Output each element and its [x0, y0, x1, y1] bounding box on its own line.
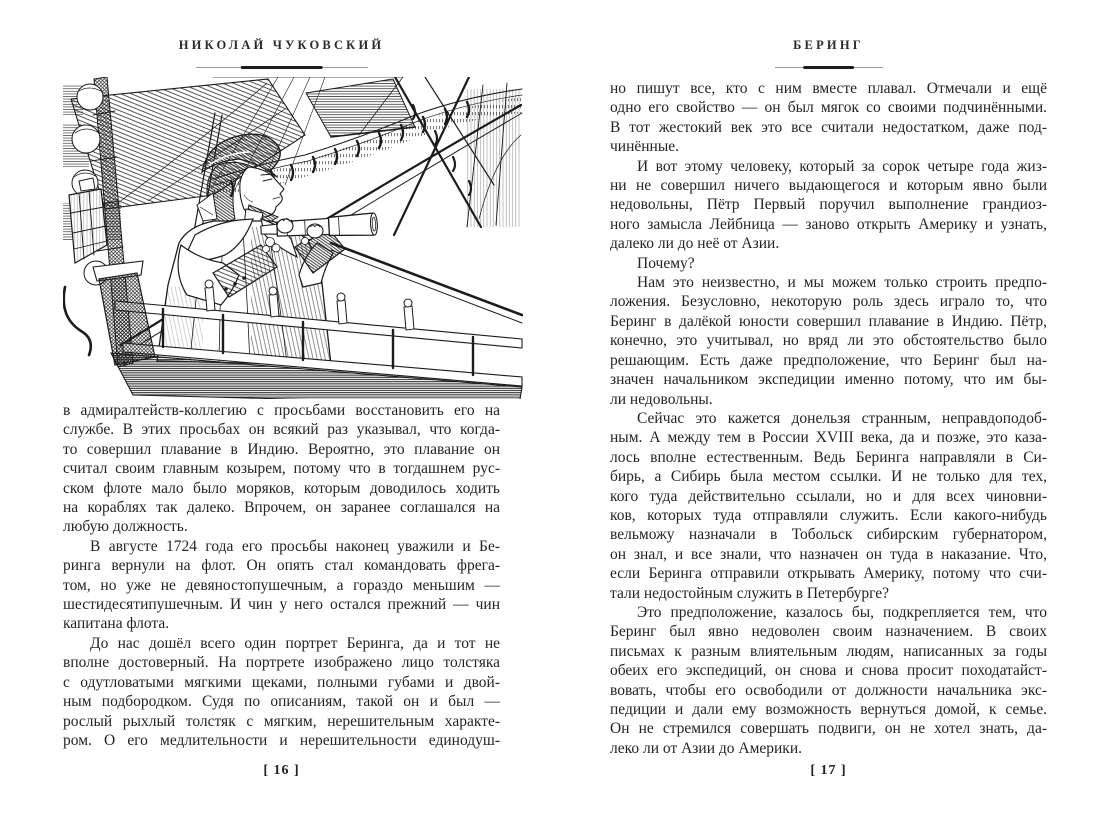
paragraph [610, 409, 1047, 603]
text-line: бирь, а Сибирь была местом ссылки. И не только для тех, [610, 468, 1047, 486]
text-line: Беринг в далёкой юности совершил плавание в Индию. Пётр, [610, 312, 1047, 330]
text-line: шестидесятипушечным. И чин у него остался прежний — чин [63, 596, 500, 614]
text-line: ринга вернули на флот. Он опять стал командовать фрега- [63, 557, 500, 575]
text-line: любую должность. [63, 518, 188, 536]
text-line: ском флоте мало было моряков, которым доводилось ходить [63, 479, 500, 497]
text-line: В тот жестокий век это все считали недостатком, даже под- [610, 118, 1047, 136]
text-line: ного замысла Лейбница — заново открыть Америку и узнать, [610, 215, 1047, 233]
text-line: письмах к разным влиятельным людям, написанных за годы [610, 642, 1047, 660]
text-line: В августе 1724 года его просьбы наконец уважили и Бе- [90, 537, 500, 555]
text-line: конечно, это учитывал, но вряд ли это обстоятельство было [610, 332, 1047, 350]
text-line: Почему? [637, 254, 695, 272]
page-number-left: [ 16 ] [263, 763, 300, 778]
text-line: вельможу назначали в Тобольск сибирским губернатором, [610, 526, 1047, 544]
paragraph [610, 273, 1047, 409]
ship-spyglass-engraving-illustration [63, 77, 523, 399]
text-line: недовольны, Пётр Первый поручил выполнение грандиоз- [610, 196, 1047, 214]
running-header-author: НИКОЛАЙ ЧУКОВСКИЙ [178, 38, 385, 52]
text-line: ром. О его медлительности и нерешительности единодуш- [63, 731, 500, 749]
paragraph [63, 537, 500, 634]
text-line: ным. А между тем в России XVIII века, да и позже, это каза- [610, 429, 1047, 447]
text-line: значен начальником экспедиции именно потому, что им бы- [610, 371, 1047, 389]
page-number-right: [ 17 ] [810, 763, 847, 778]
paragraph [610, 79, 1047, 157]
running-header-title: БЕРИНГ [793, 38, 864, 52]
text-line: И вот этому человеку, который за сорок четыре года жиз- [637, 157, 1047, 175]
text-line: капитана флота. [63, 615, 170, 633]
text-line: вполне достоверный. На портрете изображено лицо толстяка [63, 654, 500, 672]
text-line: обеих его экспедиций, он снова и снова просит походатайст- [610, 662, 1047, 680]
text-line: далеко ли до неё от Азии. [610, 235, 780, 253]
text-line: то совершил плавание в Индию. Вероятно, это плавание он [63, 440, 500, 458]
text-line: Это предположение, казалось бы, подкрепляется тем, что [637, 603, 1047, 621]
text-line: ни не совершил ничего выдающегося и которым явно были [610, 177, 1047, 195]
page-right [610, 0, 1047, 825]
text-line: но пишут все, кто с ним вместе плавал. Отмечали и ещё [610, 80, 1047, 97]
text-column-left [63, 401, 500, 750]
text-line: чинённые. [610, 138, 680, 156]
text-line: Сейчас это кажется донельзя странным, неправдоподоб- [637, 409, 1047, 427]
paragraph [610, 157, 1047, 254]
text-line: Нам это неизвестно, и мы можем только строить предпо- [637, 274, 1047, 292]
text-line: рослый рыхлый толстяк с мягким, нерешительным характе- [63, 712, 500, 730]
text-line: если Беринга отправили открывать Америку, потому что счи- [610, 565, 1047, 583]
header-divider [196, 66, 368, 69]
paragraph [63, 634, 500, 750]
text-line: вовать, чтобы его освободили от должности начальника экс- [610, 681, 1047, 699]
text-line: педиции и дали ему возможность вернуться домой, к семье. [610, 701, 1047, 718]
text-line: ков, которых туда отправляли служить. Если какого-нибудь [610, 506, 1047, 524]
paragraph [63, 401, 500, 537]
paragraph [610, 603, 1047, 758]
text-line: ли недовольны. [610, 390, 713, 408]
text-line: ложения. Безусловно, некоторую роль здесь играло то, что [610, 293, 1047, 311]
text-line: с одутловатыми мягкими щеками, полными губами и двой- [63, 673, 500, 691]
text-line: леко ли от Азии до Америки. [610, 739, 803, 757]
text-line: тали недостойным служить в Петербурге? [610, 584, 890, 602]
text-line: лось вполне естественным. Ведь Беринга направляли в Си- [610, 448, 1047, 466]
paragraph [610, 254, 1047, 273]
text-line: решающим. Есть даже предположение, что Беринг был на- [610, 351, 1047, 369]
text-line: том, но уже не девяностопушечным, а гораздо меньшим — [63, 576, 500, 594]
text-line: в адмиралтейств-коллегию с просьбами восстановить его на [63, 402, 500, 419]
text-line: он знал, и все знали, что назначен он туда в наказание. Что, [610, 545, 1047, 563]
text-column-right [610, 79, 1047, 758]
text-line: Беринг был явно недоволен своим назначением. В своих [610, 623, 1047, 641]
text-line: службе. В этих просьбах он всякий раз указывал, что когда- [63, 421, 500, 439]
page-left [63, 0, 500, 825]
text-line: ным подбородком. Судя по описаниям, такой он и был — [63, 693, 500, 711]
header-divider [775, 66, 883, 69]
illustration-engraving [63, 77, 523, 399]
text-line: считал своим главным козырем, потому что в тогдашнем рус- [63, 460, 500, 478]
text-line: одно его свойство — он был мягок со своими подчинёнными. [610, 99, 1047, 117]
text-line: на кораблях так далеко. Впрочем, он заранее соглашался на [63, 499, 500, 517]
text-line: кого туда действительно ссылали, но и для всех чиновни- [610, 487, 1047, 505]
text-line: До нас дошёл всего один портрет Беринга, да и тот не [90, 634, 500, 652]
header-divider-accent [803, 66, 855, 69]
text-line: Он не стремился совершать подвиги, он не хотел знать, да- [610, 720, 1047, 738]
header-divider-accent [240, 66, 323, 69]
